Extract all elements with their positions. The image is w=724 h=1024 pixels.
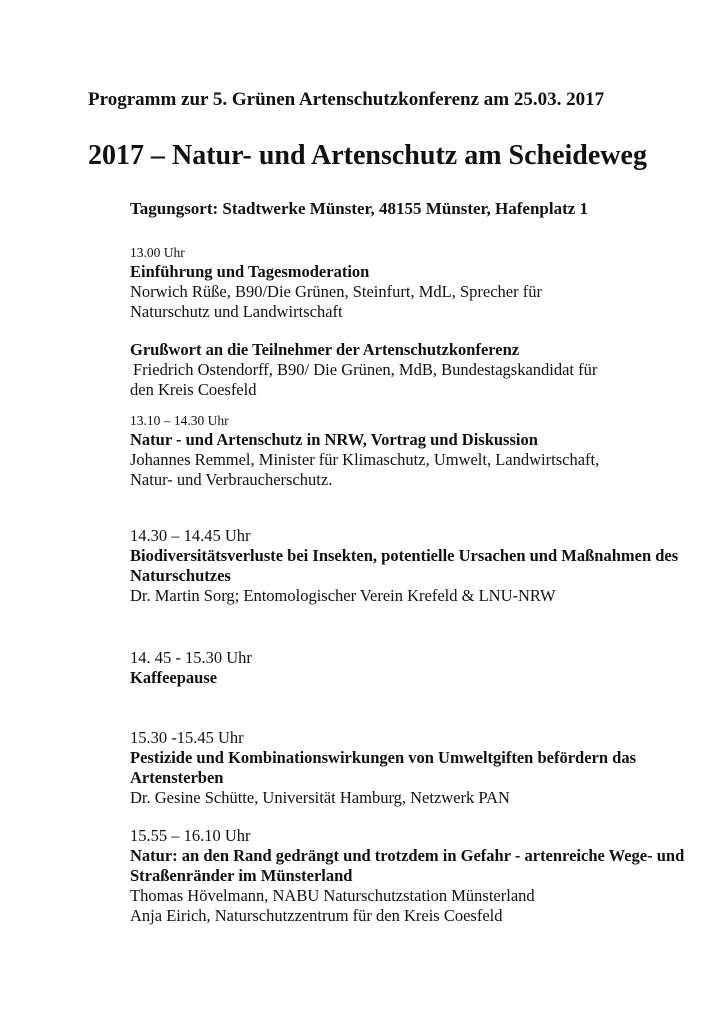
program-item-topic: Einführung und Tagesmoderation xyxy=(130,262,370,281)
program-item xyxy=(130,526,690,606)
program-item-time: 15.30 -15.45 Uhr xyxy=(130,728,244,747)
program-item-topic: Natur - und Artenschutz in NRW, Vortrag und Diskussion xyxy=(130,430,538,449)
program-item-topic: Pestizide und Kombinationswirkungen von Umweltgiften befördern das Artensterben xyxy=(130,748,637,787)
program-item-speaker: Johannes Remmel, Minister für Klimaschutz, Umwelt, Landwirtschaft, xyxy=(130,450,600,469)
program-item xyxy=(130,648,690,688)
program-item-topic: Biodiversitätsverluste bei Insekten, potentielle Ursachen und Maßnahmen des Naturschutzes xyxy=(130,546,679,585)
program-item-time: 13.00 Uhr xyxy=(130,245,185,260)
program-item-time: 15.55 – 16.10 Uhr xyxy=(130,826,251,845)
program-item-topic: Grußwort an die Teilnehmer der Artenschutzkonferenz xyxy=(130,340,520,359)
program-item-speaker: Anja Eirich, Naturschutzzentrum für den Kreis Coesfeld xyxy=(130,906,503,925)
program-item-speaker: Naturschutz und Landwirtschaft xyxy=(130,302,343,321)
program-item-time: 14. 45 - 15.30 Uhr xyxy=(130,648,252,667)
program-item-time: 14.30 – 14.45 Uhr xyxy=(130,526,251,545)
program-item-time: 13.10 – 14.30 Uhr xyxy=(130,413,229,428)
program-item-speaker: Dr. Martin Sorg; Entomologischer Verein Krefeld & LNU-NRW xyxy=(130,586,556,605)
program-item-speaker: Norwich Rüße, B90/Die Grünen, Steinfurt, MdL, Sprecher für xyxy=(130,282,542,301)
program-item xyxy=(130,728,690,808)
venue-line: Tagungsort: Stadtwerke Münster, 48155 Münster, Hafenplatz 1 xyxy=(130,199,589,218)
page-title: 2017 – Natur- und Artenschutz am Scheideweg xyxy=(88,140,647,171)
program-item-topic: Natur: an den Rand gedrängt und trotzdem in Gefahr - artenreiche Wege- und Straßenränder im Münsterland xyxy=(130,846,685,885)
program-item-speaker: Dr. Gesine Schütte, Universität Hamburg, Netzwerk PAN xyxy=(130,788,510,807)
program-item xyxy=(130,826,690,926)
program-list xyxy=(130,244,690,926)
program-item-topic: Kaffeepause xyxy=(130,668,218,687)
program-item-speaker: Friedrich Ostendorff, B90/ Die Grünen, MdB, Bundestagskandidat für xyxy=(133,360,598,379)
program-item xyxy=(130,340,690,400)
program-header: Programm zur 5. Grünen Artenschutzkonferenz am 25.03. 2017 xyxy=(88,89,605,110)
program-item-speaker: den Kreis Coesfeld xyxy=(130,380,257,399)
program-item xyxy=(130,412,690,490)
program-item-speaker: Thomas Hövelmann, NABU Naturschutzstation Münsterland xyxy=(130,886,535,905)
program-item xyxy=(130,244,690,322)
program-item-speaker: Natur- und Verbraucherschutz. xyxy=(130,470,333,489)
